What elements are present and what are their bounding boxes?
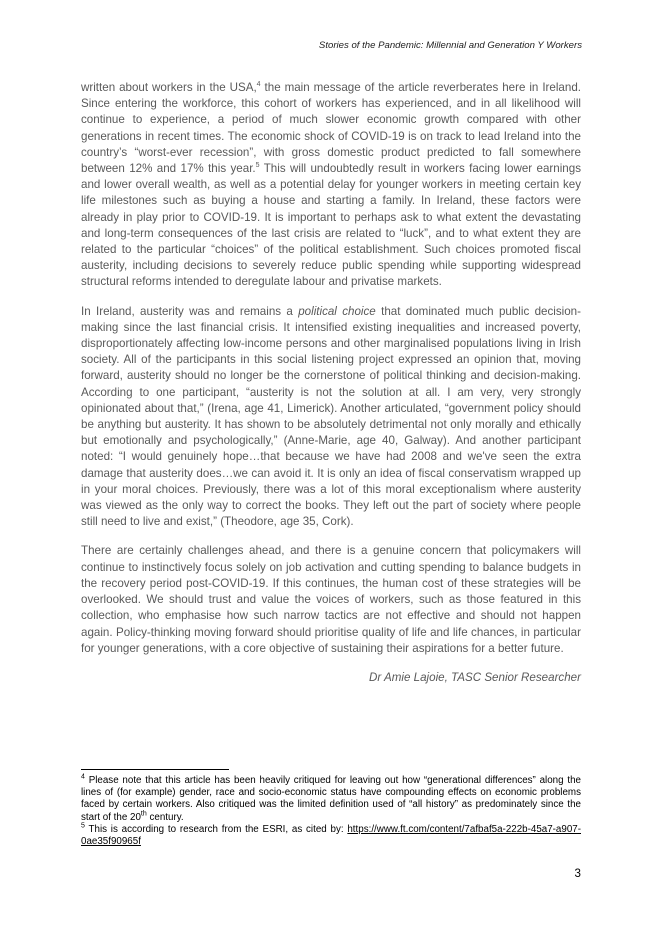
footnote-5-text: This is according to research from the ESRI, as cited by: bbox=[84, 823, 348, 835]
footnotes bbox=[81, 775, 581, 848]
running-header: Stories of the Pandemic: Millennial and Generation Y Workers bbox=[318, 40, 582, 51]
footnote-4-superscript: th bbox=[140, 810, 147, 818]
author-signature: Dr Amie Lajoie, TASC Senior Researcher bbox=[369, 670, 581, 684]
footnote-4-number: 4 bbox=[81, 773, 85, 781]
footnote-5-link[interactable]: https://www.ft.com/content/7afbaf5a-222b-45a7-a907-0ae35f90965f bbox=[81, 823, 581, 848]
paragraph-1 bbox=[81, 80, 581, 291]
article-body bbox=[81, 80, 581, 699]
paragraph-1-text-b: the main message of the article reverberates here in Ireland. Since entering the workforce, this cohort of workers has experienced, and in all likelihood will continue to experience, a period of much slower economic growth compared with other generations in recent times. The economic shock of COVID-19 is on track to lead Ireland into the country’s “worst-ever recession”, with gross domestic product predicted to fall somewhere between 12% and 17% this year. bbox=[81, 81, 581, 176]
paragraph-1-text-c: This will undoubtedly result in workers facing lower earnings and lower overall wealth, as well as a potential delay for younger workers in meeting certain key life milestones such as buying a house and starting a family. In Ireland, these factors were already in play prior to COVID-19. It is important to perhaps ask to what extent the devastating and long-term consequences of the last crisis are related to “luck”, and to what extent they are related to the particular “choices” of the political establishment. Such choices promoted fiscal austerity, including decisions to severely reduce public spending while supporting widespread structural reforms intended to deregulate labour and privatise markets. bbox=[81, 162, 581, 289]
paragraph-2-text-a: In Ireland, austerity was and remains a bbox=[81, 304, 299, 318]
page-number: 3 bbox=[574, 867, 581, 880]
footnote-4-text-a: Please note that this article has been heavily critiqued for leaving out how “generational differences” along the lines of (for example) gender, race and socio-economic status have compounding effects on economic problems faced by certain workers. Also critiqued was the limited definition used of “all history” as predominately since the start of the 20 bbox=[81, 775, 581, 823]
paragraph-3: There are certainly challenges ahead, and there is a genuine concern that policymakers will continue to instinctively focus solely on job activation and cutting spending to balance budgets in the recovery period post-COVID-19. If this continues, the human cost of these strategies will be overlooked. We should trust and value the voices of workers, such as those featured in this collection, who emphasise how such narrow tactics are not effective and should not happen again. Policy-thinking moving forward should prioritise quality of life and life chances, in particular for younger generations, with a core objective of sustaining their aspirations for a better future. bbox=[81, 544, 581, 655]
footnote-ref-4[interactable]: 4 bbox=[256, 81, 261, 89]
footnote-4-text-b: century. bbox=[146, 811, 184, 823]
footnote-divider bbox=[81, 769, 229, 770]
paragraph-2-text-b: that dominated much public decision-making since the last financial crisis. It intensified existing inequalities and increased poverty, disproportionately affecting low-income persons and other marginalised populations living in Irish society. All of the participants in this social listening project expressed an opinion that, moving forward, austerity should no longer be the cornerstone of political thinking and decision-making. According to one participant, “austerity is not the solution at all. I am very, very strongly opinionated about that,” (Irena, age 41, Limerick). Another articulated, “government policy should be anything but austerity. It has shown to be absolutely detrimental not only morally and ethically but emotionally and psychologically,” (Anne-Marie, age 40, Galway). And another participant noted: “I would genuinely hope…that because we have had 2008 and we've seen the extra damage that austerity does…we can avoid it. It is only an idea of fiscal conservatism wrapped up in your moral choices. Previously, there was a lot of this moral exceptionalism where austerity was viewed as the only way to correct the books. They left out the part of society where people still need to live and exist,” (Theodore, age 35, Cork). bbox=[81, 304, 581, 529]
footnote-5 bbox=[81, 824, 581, 848]
paragraph-1-text-a: written about workers in the USA, bbox=[81, 81, 257, 94]
footnote-5-number: 5 bbox=[81, 822, 85, 830]
paragraph-2-emphasis: political choice bbox=[298, 304, 376, 318]
footnote-4 bbox=[81, 775, 581, 824]
paragraph-2 bbox=[81, 304, 581, 531]
footnote-ref-5[interactable]: 5 bbox=[255, 162, 260, 170]
